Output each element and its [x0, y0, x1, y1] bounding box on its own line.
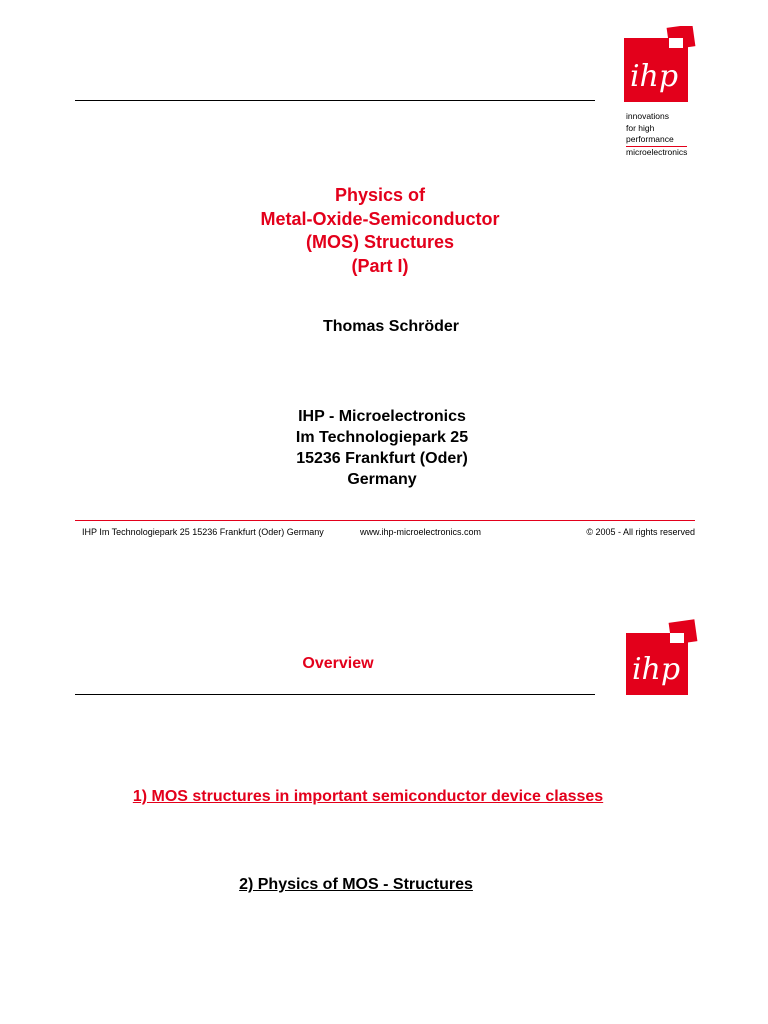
header-rule [75, 100, 595, 101]
address-line: Im Technologiepark 25 [295, 429, 469, 446]
overview-item: 2) Physics of MOS - Structures [239, 876, 473, 893]
footer-copyright: © 2005 - All rights reserved [586, 527, 695, 537]
address-line: Germany [347, 471, 417, 488]
footer-rule [75, 520, 695, 521]
svg-text:ihp: ihp [631, 652, 681, 687]
title-line: Metal-Oxide-Semiconductor [260, 208, 500, 229]
overview-rule [75, 694, 595, 695]
tagline-line: innovations [626, 111, 670, 121]
title-line: Physics of [334, 185, 426, 205]
overview-item: 1) MOS structures in important semiconductor device classes [132, 788, 604, 805]
overview-heading: Overview [302, 655, 374, 672]
title-line: (Part I) [351, 255, 409, 276]
tagline-line: performance [626, 134, 674, 144]
author-name: Thomas Schröder [322, 318, 460, 335]
svg-text:ihp: ihp [629, 59, 679, 94]
ihp-logo [624, 26, 696, 104]
footer-address: IHP Im Technologiepark 25 15236 Frankfurt (Oder) Germany [82, 527, 324, 537]
tagline-line: for high [626, 122, 655, 133]
institution-address [182, 406, 582, 490]
address-line: IHP - Microelectronics [298, 408, 466, 425]
footer-website: www.ihp-microelectronics.com [360, 527, 482, 537]
ihp-logo [624, 619, 700, 697]
tagline-line: microelectronics [626, 146, 688, 157]
presentation-title [180, 184, 580, 278]
brand-tagline [626, 111, 687, 158]
address-line: 15236 Frankfurt (Oder) [296, 450, 468, 467]
title-line: (MOS) Structures [305, 232, 455, 252]
